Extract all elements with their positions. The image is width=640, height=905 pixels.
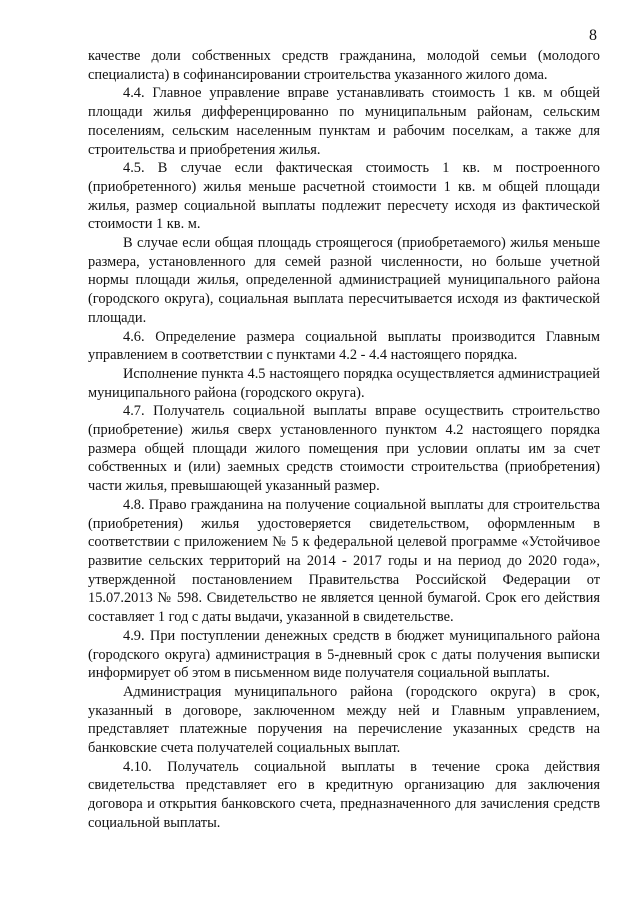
- paragraph-4-4: 4.4. Главное управление вправе устанавливать стоимость 1 кв. м общей площади жилья дифференцированно по муниципальным районам, сельским поселениям, сельским населенным пунктам и рабочим поселкам, а также для строительства и приобретения жилья.: [88, 85, 600, 158]
- paragraph-4-6-execution: Исполнение пункта 4.5 настоящего порядка осуществляется администрацией муниципального района (городского округа).: [88, 365, 600, 401]
- paragraph-continuation: качестве доли собственных средств гражданина, молодой семьи (молодого специалиста) в софинансировании строительства указанного жилого дома.: [88, 48, 600, 83]
- paragraph-4-5: 4.5. В случае если фактическая стоимость 1 кв. м построенного (приобретенного) жилья меньше расчетной стоимости 1 кв. м общей площади жилья, размер социальной выплаты подлежит пересчету исходя из фактической стоимости 1 кв. м.: [88, 160, 600, 233]
- page-number: 8: [589, 27, 597, 44]
- paragraph-4-5-area: В случае если общая площадь строящегося (приобретаемого) жилья меньше размера, установленного для семей разной численности, но больше учетной нормы площади жилья, определенной администрацией муниципального района (городского округа), социальная выплата пересчитывается исходя из фактической площади.: [88, 235, 600, 326]
- paragraph-4-7: 4.7. Получатель социальной выплаты вправе осуществить строительство (приобретение) жилья сверх установленного пунктом 4.2 настоящего порядка размера общей площади жилого помещения при условии оплаты им за счет собственных и (или) заемных средств стоимости строительства (приобретения) части жилья, превышающей указанный размер.: [88, 403, 600, 495]
- paragraph-4-9: 4.9. При поступлении денежных средств в бюджет муниципального района (городского округа) администрация в 5-дневный срок с даты получения выписки информирует об этом в письменном виде получателя социальной выплаты.: [88, 627, 600, 682]
- paragraph-4-8: 4.8. Право гражданина на получение социальной выплаты для строительства (приобретения) жилья удостоверяется свидетельством, оформленным в соответствии с приложением № 5 к федеральной целевой программе «Устойчивое развитие сельских территорий на 2014 - 2017 годы и на период до 2020 года», утвержденной постановлением Правительства Российской Федерации от 15.07.2013 № 598. Свидетельство не является ценной бумагой. Срок его действия составляет 1 год с даты выдачи, указанной в свидетельстве.: [88, 496, 600, 626]
- paragraph-4-10: 4.10. Получатель социальной выплаты в течение срока действия свидетельства представляет его в кредитную организацию для заключения договора и открытия банковского счета, предназначенного для зачисления средств социальной выплаты.: [88, 758, 600, 831]
- paragraph-4-6: 4.6. Определение размера социальной выплаты производится Главным управлением в соответствии с пунктами 4.2 - 4.4 настоящего порядка.: [88, 328, 600, 364]
- paragraph-4-9-administration: Администрация муниципального района (городского округа) в срок, указанный в договоре, заключенном между ней и Главным управлением, представляет платежные поручения на перечисление указанных средств на банковские счета получателей социальных выплат.: [88, 683, 600, 757]
- document-body: [88, 47, 600, 833]
